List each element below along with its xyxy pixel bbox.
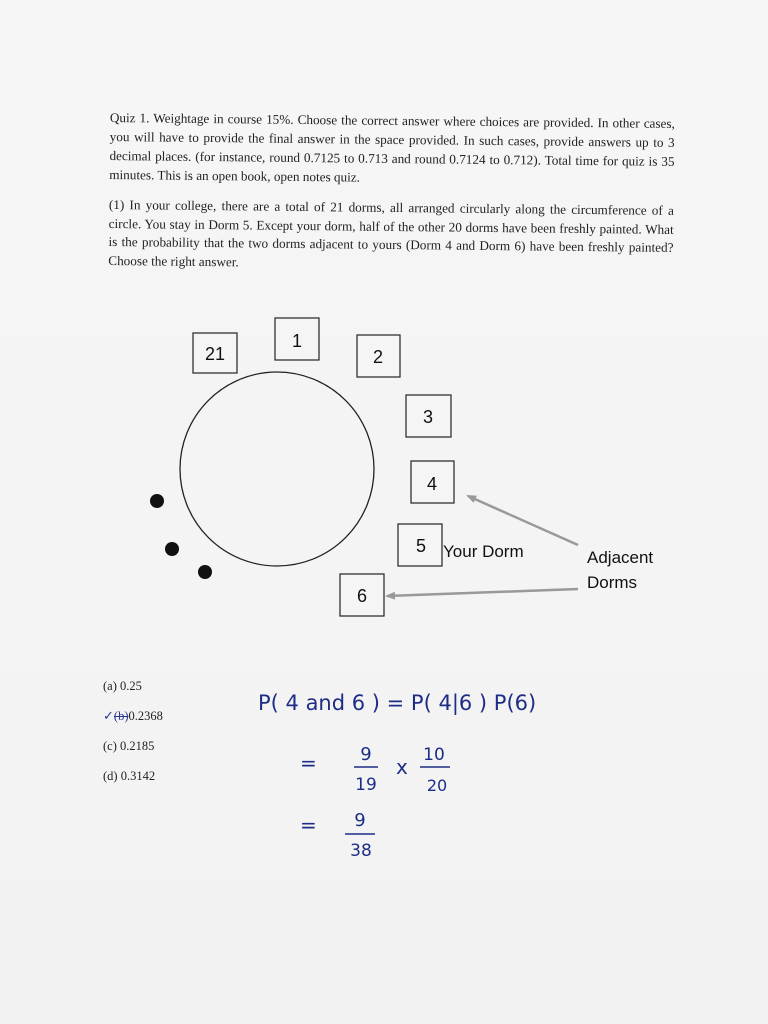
dorm-label-21: 21 xyxy=(204,344,226,364)
arrow-to-dorm-6 xyxy=(387,589,578,596)
dorm-label-6: 6 xyxy=(356,586,368,606)
question-1-text: (1) In your college, there are a total of 21 dorms, all arranged circularly along the circumference of a circle. You stay in Dorm 5. Except your dorm, half of the other 20 dorms have been freshly painted. What is the probability that the two dorms adjacent to yours (Dorm 4 and Dorm 6) have been freshly painted? Choose the right answer. xyxy=(108,196,674,269)
handwritten-numerator-1: 9 xyxy=(360,744,372,765)
checkmark-icon: ✓ xyxy=(103,709,114,724)
arrow-to-dorm-4 xyxy=(468,496,578,545)
handwritten-formula: P( 4 and 6 ) = P( 4|6 ) P(6) xyxy=(258,691,537,715)
dorm-box-3 xyxy=(406,395,451,437)
choice-c[interactable] xyxy=(103,736,163,766)
dorm-label-3: 3 xyxy=(422,407,434,427)
dorm-box-21 xyxy=(193,333,237,373)
choice-a-label: (a) 0.25 xyxy=(103,679,142,693)
handwritten-denominator-2: 20 xyxy=(426,776,448,795)
choice-b-label: 0.2368 xyxy=(128,709,163,723)
dorm-label-4: 4 xyxy=(426,474,438,494)
dorm-label-2: 2 xyxy=(372,347,384,367)
handwritten-times: x xyxy=(396,755,408,779)
your-dorm-label: Your Dorm xyxy=(443,542,524,561)
dorm-box-2 xyxy=(357,335,400,377)
choice-d[interactable] xyxy=(103,766,163,796)
dorm-box-5 xyxy=(398,524,442,566)
dorm-circle xyxy=(180,372,374,566)
dorm-label-5: 5 xyxy=(415,536,427,556)
dorm-box-6 xyxy=(340,574,384,616)
dot-marker-1 xyxy=(150,494,164,508)
handwritten-denominator-1: 19 xyxy=(355,775,377,795)
choice-c-label: (c) 0.2185 xyxy=(103,739,155,753)
handwritten-denominator-3: 38 xyxy=(350,841,372,861)
dot-marker-2 xyxy=(165,542,179,556)
answer-choices xyxy=(103,676,163,796)
dorm-box-1 xyxy=(275,318,319,360)
dorm-box-4 xyxy=(411,461,454,503)
dorm-label-1: 1 xyxy=(291,331,303,351)
adjacent-label-line1: Adjacent xyxy=(587,548,654,567)
adjacent-label-line2: Dorms xyxy=(587,573,638,592)
handwritten-equals-2: = xyxy=(300,813,317,837)
dot-marker-3 xyxy=(198,565,212,579)
choice-a[interactable] xyxy=(103,676,163,706)
choice-b-prefix: (b) xyxy=(113,709,129,723)
handwritten-numerator-3: 9 xyxy=(354,810,366,831)
quiz-instructions: Quiz 1. Weightage in course 15%. Choose the correct answer where choices are provided. In other cases, you will have to provide the final answer in the space provided. In such cases, provide answers up to 3 decimal places. (for instance, round 0.7125 to 0.713 and round 0.7124 to 0.712). Total time for quiz is 35 minutes. This is an open book, open notes quiz. xyxy=(109,109,675,185)
choice-d-label: (d) 0.3142 xyxy=(103,769,156,783)
handwritten-numerator-2: 10 xyxy=(423,745,445,765)
handwritten-equals-1: = xyxy=(300,751,317,775)
choice-b[interactable] xyxy=(103,706,163,736)
